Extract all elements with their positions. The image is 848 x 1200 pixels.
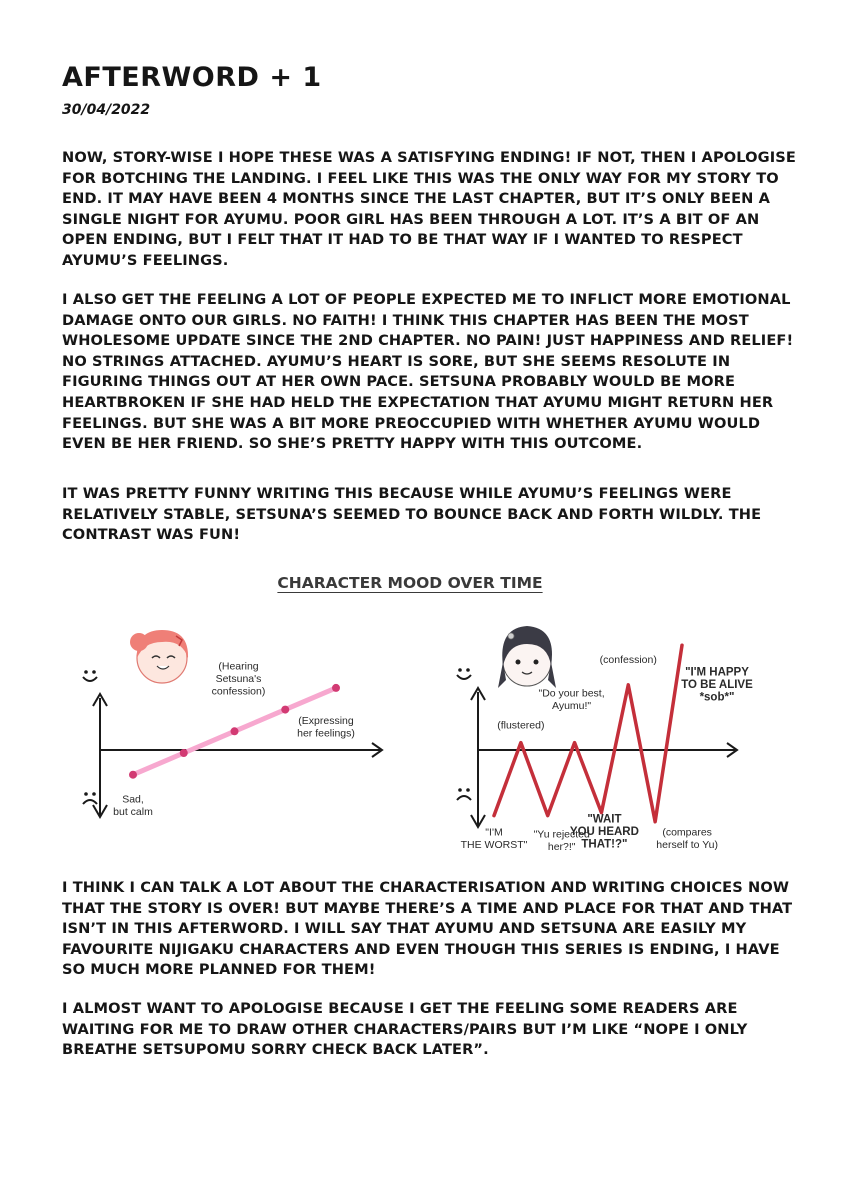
- mood-annotation: (compares herself to Yu): [656, 826, 718, 852]
- mood-point: [231, 727, 239, 735]
- mood-annotation: Sad, but calm: [113, 793, 153, 819]
- happy-face-icon: [83, 670, 97, 681]
- mood-annotation: (confession): [599, 653, 657, 666]
- paragraph-wholesome: I ALSO GET THE FEELING A LOT OF PEOPLE EXPECTED ME TO INFLICT MORE EMOTIONAL DAMAGE ONTO OUR GIRLS. NO FAITH! I THINK THIS CHAPTER HAS BEEN THE MOST WHOLESOME UPDATE SINCE THE 2ND CHAPTER. NO PAIN! JUST HAPPINESS AND RELIEF! NO STRINGS ATTACHED. AYUMU’S HEART IS SORE, BUT SHE SEEMS RESOLUTE IN FIGURING THINGS OUT AT HER OWN PACE. SETSUNA PROBABLY WOULD BE MORE HEARTBROKEN IF SHE HAD HELD THE EXPECTATION THAT AYUMU MIGHT RETURN HER FEELINGS. BUT SHE WAS A BIT MORE PREOCCUPIED WITH WHETHER AYUMU WOULD EVEN BE HER FRIEND. SO SHE’S PRETTY HAPPY WITH THIS OUTCOME.: [62, 291, 794, 453]
- page-date: 30/04/2022: [62, 102, 151, 118]
- mood-annotation: "I'M THE WORST": [460, 826, 528, 852]
- setsuna-annotations: [461, 654, 753, 853]
- mood-annotation: "Do your best, Ayumu!": [538, 687, 605, 713]
- chart-title: CHARACTER MOOD OVER TIME: [277, 574, 543, 592]
- setsuna-face-icon: [498, 626, 556, 688]
- paragraph-characterisation: I THINK I CAN TALK A LOT ABOUT THE CHARACTERISATION AND WRITING CHOICES NOW THAT THE STORY IS OVER! BUT MAYBE THERE’S A TIME AND PLACE FOR THAT AND THAT ISN’T IN THIS AFTERWORD. I WILL SAY THAT AYUMU AND SETSUNA ARE EASILY MY FAVOURITE NIJIGAKU CHARACTERS AND EVEN THOUGH THIS SERIES IS ENDING, I HAVE SO MUCH MORE PLANNED FOR THEM!: [62, 879, 793, 979]
- page-title: AFTERWORD + 1: [62, 62, 322, 93]
- mood-point: [129, 771, 137, 779]
- mood-annotation: "WAIT YOU HEARD THAT!?": [569, 813, 639, 851]
- ayumu-annotations: [113, 660, 355, 818]
- paragraph-apology: I ALMOST WANT TO APOLOGISE BECAUSE I GET THE FEELING SOME READERS ARE WAITING FOR ME TO DRAW OTHER CHARACTERS/PAIRS BUT I’M LIKE “NOPE I ONLY BREATHE SETSUPOMU SORRY CHECK BACK LATER”.: [62, 1000, 748, 1059]
- mood-annotation: (flustered): [497, 719, 545, 732]
- sad-face-icon: [83, 792, 97, 804]
- mood-annotation: "Yu rejected her?!": [533, 828, 590, 854]
- mood-point: [332, 684, 340, 692]
- mood-annotation: (Expressing her feelings): [297, 714, 355, 740]
- mood-point: [281, 706, 289, 714]
- sad-face-icon: [457, 788, 471, 800]
- paragraph-contrast: IT WAS PRETTY FUNNY WRITING THIS BECAUSE WHILE AYUMU’S FEELINGS WERE RELATIVELY STABLE, SETSUNA’S SEEMED TO BOUNCE BACK AND FORTH WILDLY. THE CONTRAST WAS FUN!: [62, 485, 762, 544]
- mood-annotation: "I'M HAPPY TO BE ALIVE *sob*": [681, 666, 753, 704]
- mood-point: [180, 749, 188, 757]
- happy-face-icon: [457, 668, 471, 679]
- ayumu-face-icon: [130, 630, 188, 683]
- setsuna-mood-chart: [457, 626, 753, 853]
- ayumu-mood-chart: [83, 630, 382, 818]
- mood-charts: [0, 600, 848, 860]
- mood-annotation: (Hearing Setsuna's confession): [211, 660, 266, 698]
- paragraph-ending: NOW, STORY-WISE I HOPE THESE WAS A SATISFYING ENDING! IF NOT, THEN I APOLOGISE FOR BOTCHING THE LANDING. I FEEL LIKE THIS WAS THE ONLY WAY FOR MY STORY TO END. IT MAY HAVE BEEN 4 MONTHS SINCE THE LAST CHAPTER, BUT IT’S ONLY BEEN A SINGLE NIGHT FOR AYUMU. POOR GIRL HAS BEEN THROUGH A LOT. IT’S A BIT OF AN OPEN ENDING, BUT I FELT THAT IT HAD TO BE THAT WAY IF I WANTED TO RESPECT AYUMU’S FEELINGS.: [62, 149, 796, 269]
